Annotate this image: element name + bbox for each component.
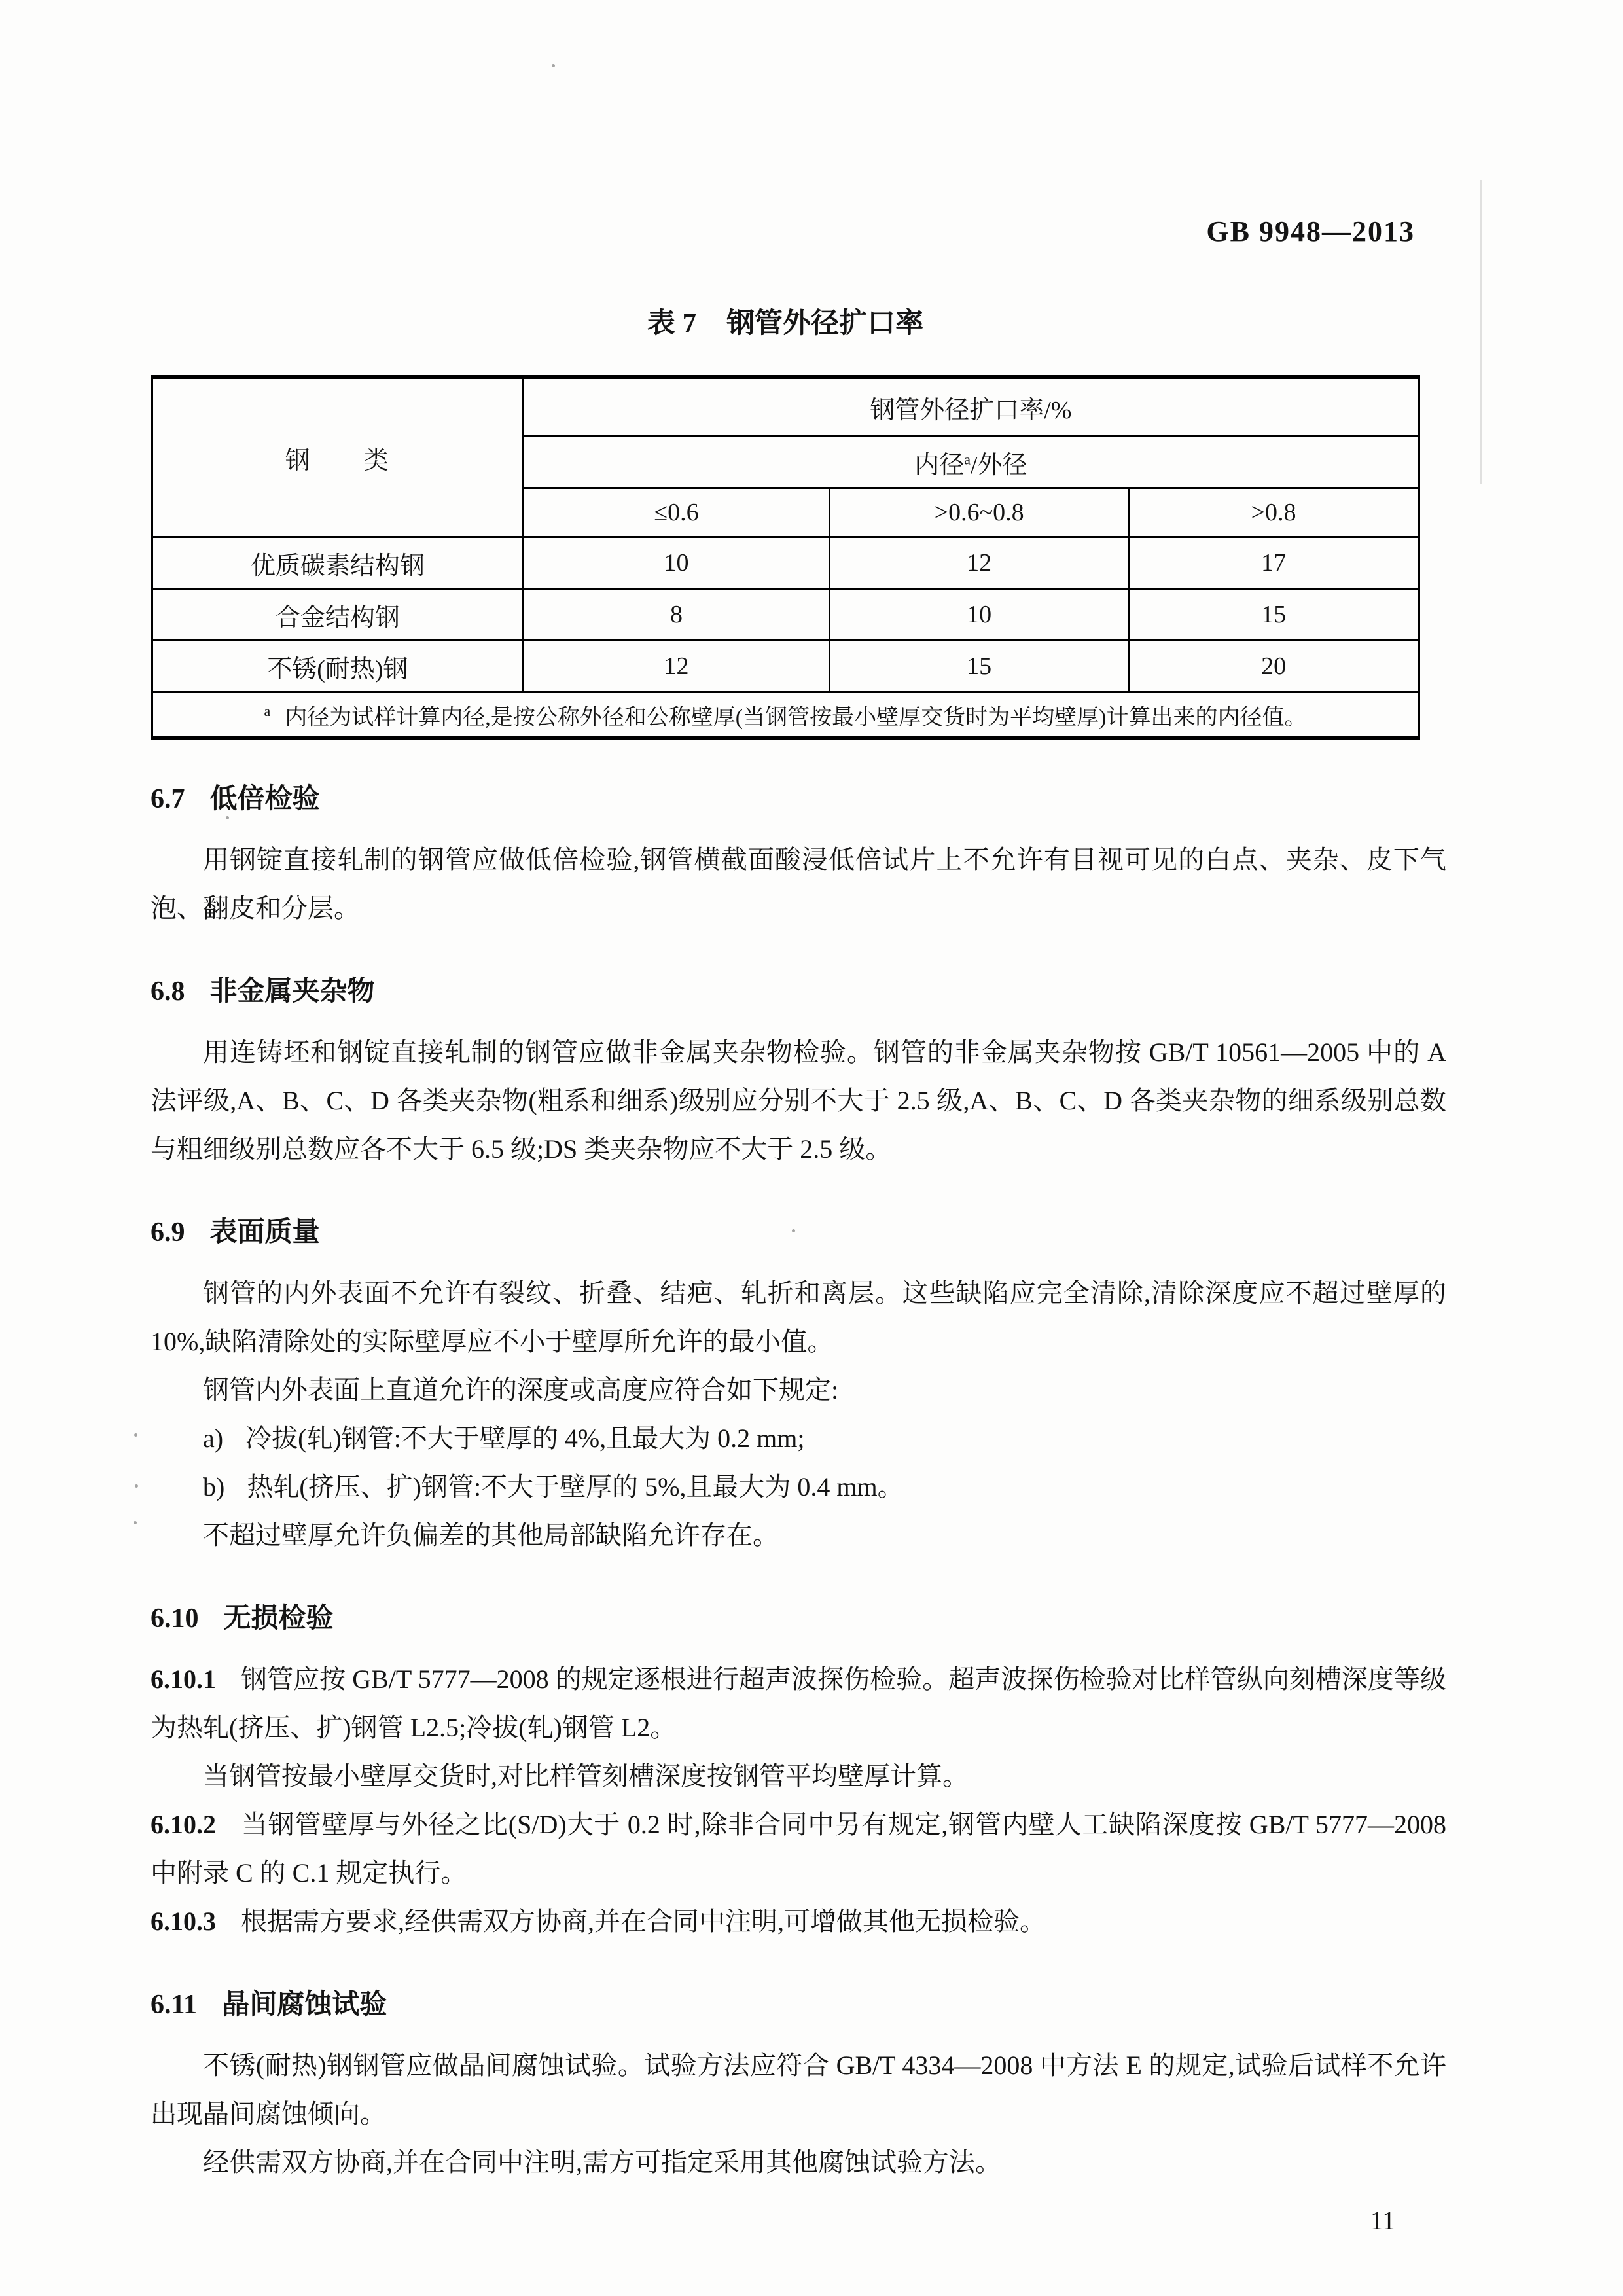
page-content: [151, 216, 1446, 2236]
ratio-prefix: 内径: [914, 451, 965, 479]
paragraph: 不超过壁厚允许负偏差的其他局部缺陷允许存在。: [203, 1520, 779, 1550]
value-cell: 10: [830, 589, 1129, 641]
value-cell: 12: [830, 537, 1129, 589]
scan-speck: [135, 1484, 138, 1488]
table-row: [152, 641, 1419, 692]
section-title: 表面质量: [209, 1217, 320, 1247]
range-header-cell: >0.6~0.8: [830, 488, 1129, 537]
table-7-flaring-rate: [151, 375, 1420, 740]
range-header-cell: >0.8: [1129, 488, 1419, 537]
steel-class-cell: 合金结构钢: [152, 589, 523, 641]
value-cell: 17: [1129, 537, 1419, 589]
value-cell: 20: [1129, 641, 1419, 692]
table-footnote-row: [152, 692, 1419, 739]
clause-6-10-3: [151, 1897, 1446, 1946]
ratio-footnote-mark: a: [964, 450, 971, 467]
clause-text: 根据需方要求,经供需双方协商,并在合同中注明,可增做其他无损检验。: [241, 1907, 1046, 1936]
section-heading-6-8: [151, 972, 1446, 1011]
paragraph: 不锈(耐热)钢钢管应做晶间腐蚀试验。试验方法应符合 GB/T 4334—2008 中方法 E 的规定,试验后试样不允许出现晶间腐蚀倾向。: [151, 2051, 1446, 2128]
list-item-text: 冷拔(轧)钢管:不大于壁厚的 4%,且最大为 0.2 mm;: [245, 1424, 805, 1453]
value-cell: 10: [523, 537, 830, 589]
group-header-cell: 钢管外径扩口率/%: [523, 377, 1419, 437]
paragraph: 钢管内外表面上直道允许的深度或高度应符合如下规定:: [203, 1375, 839, 1405]
section-heading-6-9: [151, 1213, 1446, 1252]
clause-6-10-1: [151, 1655, 1446, 1752]
table-caption: [151, 301, 1420, 341]
list-item-text: 热轧(挤压、扩)钢管:不大于壁厚的 5%,且最大为 0.4 mm。: [247, 1472, 904, 1501]
section-heading-6-10: [151, 1599, 1446, 1638]
section-number: 6.10: [151, 1604, 199, 1634]
value-cell: 12: [523, 641, 830, 692]
value-cell: 8: [523, 589, 830, 641]
paragraph: 用钢锭直接轧制的钢管应做低倍检验,钢管横截面酸浸低倍试片上不允许有目视可见的白点、夹杂、皮下气泡、翻皮和分层。: [151, 845, 1446, 923]
scan-artifact-streak: [1480, 180, 1482, 484]
section-number: 6.9: [151, 1217, 185, 1247]
scan-speck: [552, 64, 555, 67]
standard-code-header: GB 9948—2013: [1206, 215, 1415, 247]
range-header-cell: ≤0.6: [523, 488, 830, 537]
clause-number: 6.10.2: [151, 1810, 216, 1839]
clause-number: 6.10.1: [151, 1664, 216, 1694]
value-cell: 15: [830, 641, 1129, 692]
section-heading-6-7: [151, 780, 1446, 819]
clause-number: 6.10.3: [151, 1907, 216, 1936]
table-caption-label: 表 7: [647, 308, 697, 339]
page-number: 11: [1370, 2206, 1395, 2235]
steel-class-cell: 不锈(耐热)钢: [152, 641, 523, 692]
paragraph: 经供需双方协商,并在合同中注明,需方可指定采用其他腐蚀试验方法。: [203, 2147, 1001, 2177]
value-cell: 15: [1129, 589, 1419, 641]
section-title: 无损检验: [223, 1604, 334, 1634]
table-row: [152, 589, 1419, 641]
clause-text: 当钢管壁厚与外径之比(S/D)大于 0.2 时,除非合同中另有规定,钢管内壁人工缺陷深度按 GB/T 5777—2008 中附录 C 的 C.1 规定执行。: [151, 1810, 1446, 1888]
section-number: 6.11: [151, 1990, 198, 2020]
section-title: 晶间腐蚀试验: [222, 1990, 387, 2020]
footnote-mark: a: [264, 703, 271, 720]
section-heading-6-11: [151, 1985, 1446, 2024]
scan-speck: [134, 1433, 137, 1437]
paragraph: 用连铸坯和钢锭直接轧制的钢管应做非金属夹杂物检验。钢管的非金属夹杂物按 GB/T 10561—2005 中的 A 法评级,A、B、C、D 各类夹杂物(粗系和细系)级别应分别不大于 2.5 级,A、B、C、D 各类夹杂物的细系级别总数与粗细级别总数应各不大于 6.5 级;DS 类夹杂物应不大于 2.5 级。: [151, 1037, 1446, 1164]
list-item-b: [151, 1463, 1446, 1511]
section-title: 低倍检验: [209, 784, 320, 814]
table-row: [152, 537, 1419, 589]
ratio-header-cell: [523, 437, 1419, 488]
footnote-text: 内径为试样计算内径,是按公称外径和公称壁厚(当钢管按最小壁厚交货时为平均壁厚)计算出来的内径值。: [285, 705, 1307, 730]
section-title: 非金属夹杂物: [209, 977, 375, 1007]
list-item-label: a): [203, 1424, 224, 1453]
section-number: 6.8: [151, 977, 185, 1007]
table-footnote-cell: [152, 692, 1419, 739]
steel-class-cell: 优质碳素结构钢: [152, 537, 523, 589]
paragraph: 钢管的内外表面不允许有裂纹、折叠、结疤、轧折和离层。这些缺陷应完全清除,清除深度应不超过壁厚的 10%,缺陷清除处的实际壁厚应不小于壁厚所允许的最小值。: [151, 1278, 1446, 1356]
list-item-a: [151, 1414, 1446, 1463]
clause-text: 钢管应按 GB/T 5777—2008 的规定逐根进行超声波探伤检验。超声波探伤检验对比样管纵向刻槽深度等级为热轧(挤压、扩)钢管 L2.5;冷拔(轧)钢管 L2。: [151, 1664, 1446, 1742]
list-item-label: b): [203, 1472, 225, 1501]
scan-speck: [134, 1521, 137, 1524]
corner-header-cell: 钢 类: [152, 377, 523, 537]
table-header-row-1: [152, 377, 1419, 437]
paragraph: 当钢管按最小壁厚交货时,对比样管刻槽深度按钢管平均壁厚计算。: [203, 1761, 969, 1791]
clause-6-10-2: [151, 1801, 1446, 1897]
table-caption-title: 钢管外径扩口率: [726, 308, 924, 339]
section-number: 6.7: [151, 784, 185, 814]
ratio-suffix: /外径: [970, 451, 1027, 479]
